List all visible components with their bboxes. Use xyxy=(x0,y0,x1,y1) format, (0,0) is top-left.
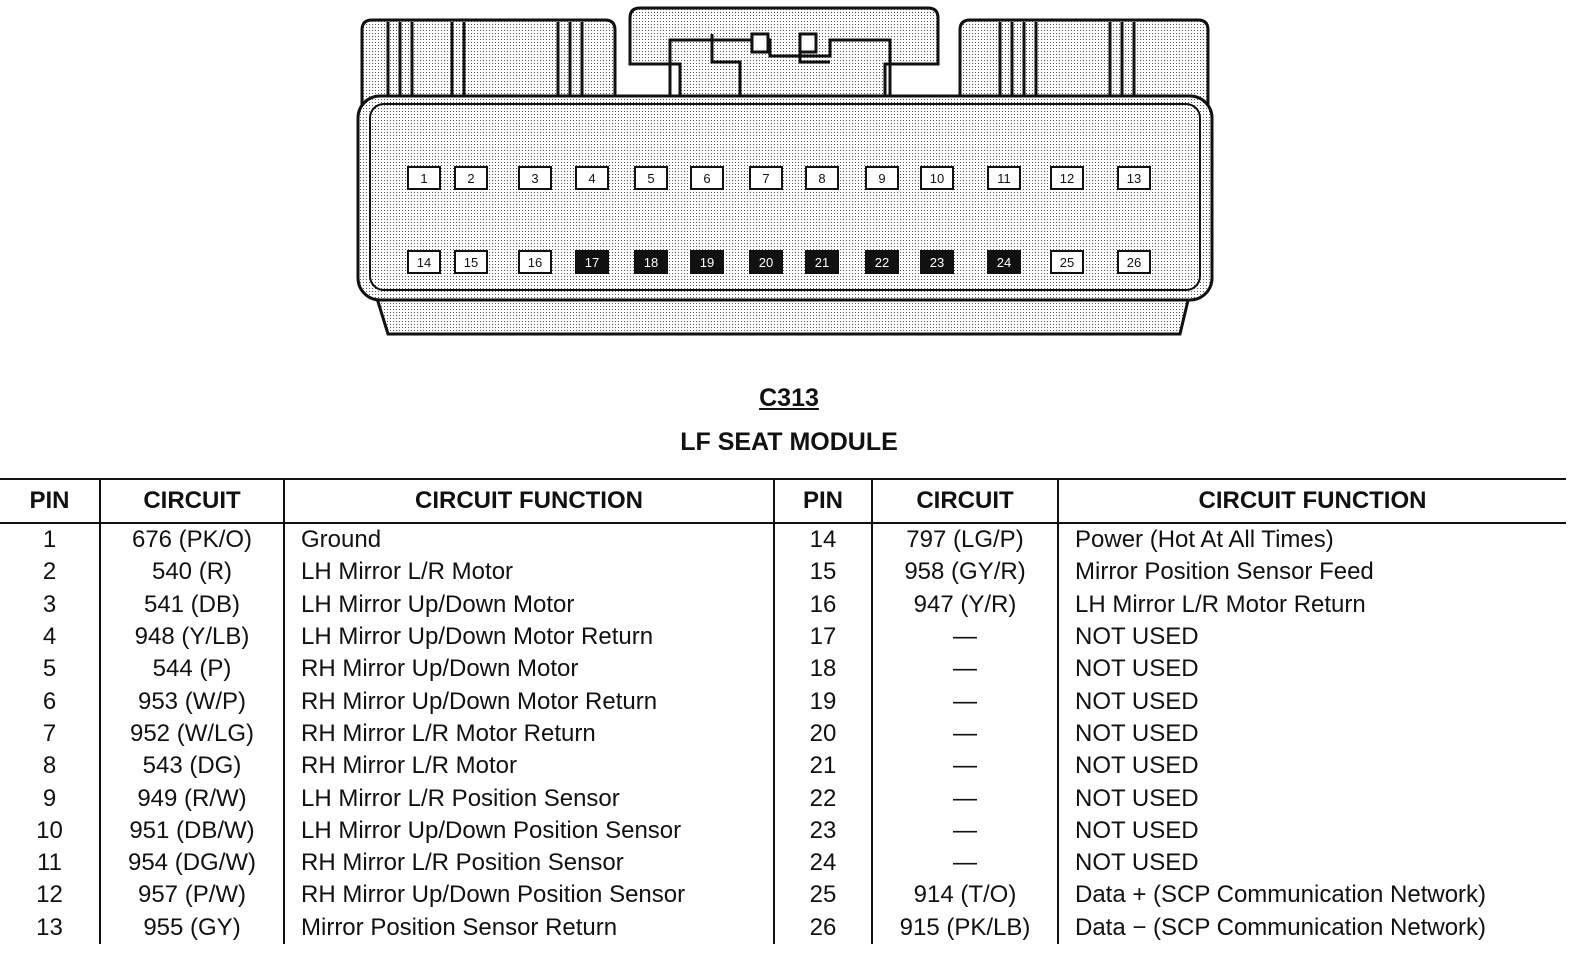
pin-cell: 12 xyxy=(36,881,63,909)
table-row xyxy=(0,556,1566,588)
circuit-cell: 952 (W/LG) xyxy=(100,718,284,750)
pin-14 xyxy=(408,251,440,273)
function-cell: NOT USED xyxy=(1058,815,1566,847)
pin-cell: 13 xyxy=(36,913,63,941)
header-function-left: CIRCUIT FUNCTION xyxy=(284,479,774,523)
pinout-table xyxy=(0,478,1566,944)
pin-number: 5 xyxy=(647,171,655,186)
circuit-cell: 958 (GY/R) xyxy=(872,556,1058,588)
function-cell: RH Mirror L/R Position Sensor xyxy=(284,847,774,879)
pin-25 xyxy=(1051,251,1083,273)
pin-cell: 22 xyxy=(774,782,872,814)
function-cell: NOT USED xyxy=(1058,750,1566,782)
pin-cell: 3 xyxy=(42,590,57,618)
circuit-cell: 914 (T/O) xyxy=(872,879,1058,911)
pin-1 xyxy=(408,167,440,189)
pin-number: 20 xyxy=(758,255,774,270)
pin-number: 19 xyxy=(699,255,715,270)
circuit-cell: — xyxy=(872,750,1058,782)
circuit-cell: 949 (R/W) xyxy=(100,782,284,814)
pin-19 xyxy=(691,251,723,273)
pin-16 xyxy=(519,251,551,273)
pin-number: 15 xyxy=(463,255,479,270)
function-cell: NOT USED xyxy=(1058,685,1566,717)
pin-10 xyxy=(921,167,953,189)
pin-2 xyxy=(455,167,487,189)
circuit-cell: — xyxy=(872,653,1058,685)
circuit-cell: 543 (DG) xyxy=(100,750,284,782)
pin-number: 13 xyxy=(1126,171,1142,186)
pin-6 xyxy=(691,167,723,189)
pin-number: 22 xyxy=(874,255,890,270)
function-cell: RH Mirror L/R Motor xyxy=(284,750,774,782)
table-row xyxy=(0,589,1566,621)
pin-11 xyxy=(988,167,1020,189)
circuit-cell: 797 (LG/P) xyxy=(872,523,1058,556)
function-cell: NOT USED xyxy=(1058,782,1566,814)
pin-cell: 8 xyxy=(42,752,57,780)
function-cell: LH Mirror Up/Down Position Sensor xyxy=(284,815,774,847)
circuit-cell: 676 (PK/O) xyxy=(100,523,284,556)
function-cell: RH Mirror Up/Down Motor Return xyxy=(284,685,774,717)
pin-21 xyxy=(806,251,838,273)
function-cell: Mirror Position Sensor Return xyxy=(284,912,774,944)
pin-cell: 7 xyxy=(42,719,57,747)
function-cell: LH Mirror Up/Down Motor xyxy=(284,589,774,621)
function-cell: NOT USED xyxy=(1058,718,1566,750)
circuit-cell: — xyxy=(872,685,1058,717)
header-circuit-left: CIRCUIT xyxy=(100,479,284,523)
pin-number: 11 xyxy=(997,171,1011,186)
pin-cell: 6 xyxy=(42,687,57,715)
pin-number: 10 xyxy=(929,171,945,186)
function-cell: RH Mirror Up/Down Motor xyxy=(284,653,774,685)
pin-number: 9 xyxy=(878,171,886,186)
pin-number: 6 xyxy=(703,171,711,186)
pin-number: 21 xyxy=(814,255,830,270)
pin-cell: 11 xyxy=(37,849,62,877)
pin-cell: 25 xyxy=(774,879,872,911)
circuit-cell: — xyxy=(872,782,1058,814)
pin-cell: 16 xyxy=(774,589,872,621)
pin-number: 14 xyxy=(416,255,432,270)
table-row xyxy=(0,847,1566,879)
function-cell: LH Mirror L/R Motor xyxy=(284,556,774,588)
pin-13 xyxy=(1118,167,1150,189)
header-circuit-right: CIRCUIT xyxy=(872,479,1058,523)
pin-number: 2 xyxy=(467,171,475,186)
pin-number: 26 xyxy=(1126,255,1142,270)
pin-number: 12 xyxy=(1059,171,1075,186)
pin-8 xyxy=(806,167,838,189)
circuit-cell: 957 (P/W) xyxy=(100,879,284,911)
function-cell: NOT USED xyxy=(1058,621,1566,653)
function-cell: Data + (SCP Communication Network) xyxy=(1058,879,1566,911)
pin-cell: 17 xyxy=(774,621,872,653)
pin-cell: 24 xyxy=(774,847,872,879)
circuit-cell: — xyxy=(872,815,1058,847)
header-function-right: CIRCUIT FUNCTION xyxy=(1058,479,1566,523)
connector-drawing xyxy=(0,0,1578,350)
pin-cell: 21 xyxy=(774,750,872,782)
pin-cell: 9 xyxy=(42,784,57,812)
circuit-cell: 948 (Y/LB) xyxy=(100,621,284,653)
circuit-cell: 955 (GY) xyxy=(100,912,284,944)
pin-cell: 15 xyxy=(774,556,872,588)
circuit-cell: 540 (R) xyxy=(100,556,284,588)
header-pin-right: PIN xyxy=(774,479,872,523)
pin-22 xyxy=(866,251,898,273)
pin-cell: 26 xyxy=(774,912,872,944)
function-cell: Data − (SCP Communication Network) xyxy=(1058,912,1566,944)
pin-number: 4 xyxy=(588,171,596,186)
function-cell: LH Mirror L/R Position Sensor xyxy=(284,782,774,814)
circuit-cell: 951 (DB/W) xyxy=(100,815,284,847)
pin-7 xyxy=(750,167,782,189)
pin-cell: 14 xyxy=(774,523,872,556)
pin-4 xyxy=(576,167,608,189)
pin-3 xyxy=(519,167,551,189)
pin-cell: 10 xyxy=(36,816,63,844)
pin-number: 8 xyxy=(818,171,826,186)
pin-9 xyxy=(866,167,898,189)
circuit-cell: — xyxy=(872,718,1058,750)
pin-5 xyxy=(635,167,667,189)
pin-cell: 20 xyxy=(774,718,872,750)
pin-cell: 1 xyxy=(42,526,57,554)
pin-20 xyxy=(750,251,782,273)
table-row xyxy=(0,750,1566,782)
pin-18 xyxy=(635,251,667,273)
function-cell: NOT USED xyxy=(1058,653,1566,685)
pin-number: 25 xyxy=(1059,255,1075,270)
pin-number: 17 xyxy=(584,255,600,270)
function-cell: LH Mirror Up/Down Motor Return xyxy=(284,621,774,653)
circuit-cell: 954 (DG/W) xyxy=(100,847,284,879)
function-cell: Power (Hot At All Times) xyxy=(1058,523,1566,556)
connector-id: C313 xyxy=(759,384,819,412)
pin-number: 3 xyxy=(531,171,539,186)
circuit-cell: 915 (PK/LB) xyxy=(872,912,1058,944)
circuit-cell: — xyxy=(872,847,1058,879)
pinout-table-body xyxy=(0,523,1566,944)
connector-name: LF SEAT MODULE xyxy=(680,428,898,456)
pin-17 xyxy=(576,251,608,273)
pin-number: 16 xyxy=(527,255,543,270)
pin-number: 18 xyxy=(643,255,659,270)
pin-cell: 23 xyxy=(774,815,872,847)
pin-number: 23 xyxy=(929,255,945,270)
pin-23 xyxy=(921,251,953,273)
function-cell: Ground xyxy=(284,523,774,556)
pin-cell: 18 xyxy=(774,653,872,685)
pin-number: 7 xyxy=(762,171,770,186)
circuit-cell: 544 (P) xyxy=(100,653,284,685)
table-row xyxy=(0,879,1566,911)
pin-cell: 2 xyxy=(42,558,57,586)
table-row xyxy=(0,782,1566,814)
table-header-row xyxy=(0,479,1566,523)
table-row xyxy=(0,912,1566,944)
pin-12 xyxy=(1051,167,1083,189)
pin-26 xyxy=(1118,251,1150,273)
pin-cell: 5 xyxy=(42,655,57,683)
pin-24 xyxy=(988,251,1020,273)
circuit-cell: — xyxy=(872,621,1058,653)
pin-15 xyxy=(455,251,487,273)
header-pin-left: PIN xyxy=(0,479,100,523)
table-row xyxy=(0,718,1566,750)
function-cell: Mirror Position Sensor Feed xyxy=(1058,556,1566,588)
circuit-cell: 541 (DB) xyxy=(100,589,284,621)
table-row xyxy=(0,815,1566,847)
circuit-cell: 953 (W/P) xyxy=(100,685,284,717)
pin-cell: 19 xyxy=(774,685,872,717)
table-row xyxy=(0,685,1566,717)
function-cell: RH Mirror Up/Down Position Sensor xyxy=(284,879,774,911)
table-row xyxy=(0,653,1566,685)
table-row xyxy=(0,523,1566,556)
pin-cell: 4 xyxy=(42,623,57,651)
pin-number: 24 xyxy=(996,255,1012,270)
function-cell: RH Mirror L/R Motor Return xyxy=(284,718,774,750)
pin-number: 1 xyxy=(420,171,428,186)
function-cell: NOT USED xyxy=(1058,847,1566,879)
circuit-cell: 947 (Y/R) xyxy=(872,589,1058,621)
function-cell: LH Mirror L/R Motor Return xyxy=(1058,589,1566,621)
table-row xyxy=(0,621,1566,653)
